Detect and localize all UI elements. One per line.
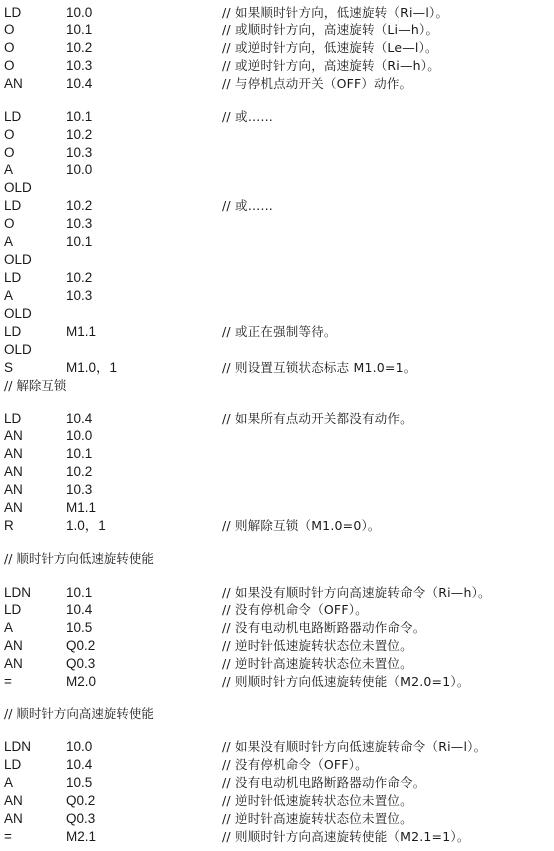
instruction-operand: 1.0，1 xyxy=(66,518,106,533)
code-line xyxy=(0,463,554,481)
code-line xyxy=(0,774,554,792)
instruction-operand: Q0.3 xyxy=(66,656,96,671)
code-line xyxy=(0,828,554,846)
code-line xyxy=(0,251,554,269)
section-heading xyxy=(0,550,554,568)
instruction-op: LD xyxy=(4,5,22,20)
code-line xyxy=(0,359,554,377)
code-line xyxy=(0,584,554,602)
instruction-op: A xyxy=(4,288,14,303)
instruction-op: LDN xyxy=(4,739,32,754)
line-comment: // 则设置互锁状态标志 M1.0=1。 xyxy=(222,360,417,375)
instruction-op: = xyxy=(4,674,12,689)
instruction-op: AN xyxy=(4,428,23,443)
code-line xyxy=(0,481,554,499)
instruction-op: LD xyxy=(4,270,22,285)
instruction-operand: 10.4 xyxy=(66,76,93,91)
instruction-op: LDN xyxy=(4,585,32,600)
code-line xyxy=(0,197,554,215)
instruction-operand: 10.1 xyxy=(66,22,93,37)
line-comment: // 逆时针高速旋转状态位未置位。 xyxy=(222,811,413,826)
instruction-op: O xyxy=(4,216,15,231)
instruction-operand: 10.3 xyxy=(66,145,93,160)
instruction-operand: 10.3 xyxy=(66,288,93,303)
line-comment: // 逆时针低速旋转状态位未置位。 xyxy=(222,793,413,808)
instruction-operand: 10.2 xyxy=(66,198,93,213)
instruction-operand: Q0.3 xyxy=(66,811,96,826)
code-line xyxy=(0,410,554,428)
instruction-operand: M2.1 xyxy=(66,829,97,844)
instruction-op: LD xyxy=(4,602,22,617)
instruction-operand: 10.3 xyxy=(66,58,93,73)
instruction-operand: 10.2 xyxy=(66,40,93,55)
code-line xyxy=(0,21,554,39)
code-line xyxy=(0,655,554,673)
code-line xyxy=(0,619,554,637)
instruction-operand: 10.4 xyxy=(66,757,93,772)
instruction-operand: 10.5 xyxy=(66,620,93,635)
line-comment: // 如果没有顺时针方向低速旋转命令（Ri—l）。 xyxy=(222,739,487,754)
instruction-operand: 10.4 xyxy=(66,602,93,617)
code-line xyxy=(0,179,554,197)
instruction-operand: 10.0 xyxy=(66,428,93,443)
section-heading-text: // 顺时针方向高速旋转使能 xyxy=(4,706,154,721)
section-heading xyxy=(0,705,554,723)
line-comment: // 或…… xyxy=(222,198,274,213)
instruction-op: O xyxy=(4,22,15,37)
instruction-op: O xyxy=(4,58,15,73)
code-line xyxy=(0,341,554,359)
instruction-op: AN xyxy=(4,446,23,461)
instruction-op: OLD xyxy=(4,180,32,195)
instruction-op: O xyxy=(4,40,15,55)
section-heading xyxy=(0,377,554,395)
instruction-op: OLD xyxy=(4,342,32,357)
instruction-op: AN xyxy=(4,656,23,671)
code-line xyxy=(0,517,554,535)
code-line xyxy=(0,810,554,828)
code-line xyxy=(0,75,554,93)
code-line xyxy=(0,427,554,445)
code-line xyxy=(0,4,554,22)
line-comment: // 或逆时针方向，低速旋转（Le—l）。 xyxy=(222,40,438,55)
code-line xyxy=(0,57,554,75)
line-comment: // 如果顺时针方向，低速旋转（Ri—l）。 xyxy=(222,5,449,20)
instruction-op: AN xyxy=(4,793,23,808)
line-comment: // 或逆时针方向，高速旋转（Ri—h）。 xyxy=(222,58,440,73)
instruction-op: A xyxy=(4,234,14,249)
instruction-op: A xyxy=(4,162,14,177)
line-comment: // 如果没有顺时针方向高速旋转命令（Ri—h）。 xyxy=(222,585,491,600)
code-line xyxy=(0,233,554,251)
line-comment: // 则顺时针方向低速旋转使能（M2.0=1）。 xyxy=(222,674,470,689)
instruction-operand: M2.0 xyxy=(66,674,97,689)
instruction-op: LD xyxy=(4,109,22,124)
instruction-op: AN xyxy=(4,76,23,91)
instruction-operand: 10.5 xyxy=(66,775,93,790)
code-line xyxy=(0,499,554,517)
code-line xyxy=(0,756,554,774)
code-line xyxy=(0,126,554,144)
code-line xyxy=(0,108,554,126)
line-comment: // 如果所有点动开关都没有动作。 xyxy=(222,411,413,426)
instruction-operand: 10.4 xyxy=(66,411,93,426)
instruction-op: A xyxy=(4,620,14,635)
instruction-operand: Q0.2 xyxy=(66,793,96,808)
instruction-operand: 10.1 xyxy=(66,109,93,124)
instruction-operand: 10.1 xyxy=(66,585,93,600)
instruction-operand: 10.3 xyxy=(66,482,93,497)
instruction-op: A xyxy=(4,775,14,790)
instruction-op: OLD xyxy=(4,252,32,267)
code-line xyxy=(0,39,554,57)
instruction-operand: 10.1 xyxy=(66,234,93,249)
code-line xyxy=(0,144,554,162)
instruction-op: O xyxy=(4,145,15,160)
instruction-operand: 10.3 xyxy=(66,216,93,231)
instruction-op: O xyxy=(4,127,15,142)
instruction-operand: M1.1 xyxy=(66,324,97,339)
code-line xyxy=(0,601,554,619)
code-line xyxy=(0,673,554,691)
code-line xyxy=(0,637,554,655)
code-line xyxy=(0,323,554,341)
line-comment: // 没有停机命令（OFF）。 xyxy=(222,757,368,772)
instruction-operand: 10.0 xyxy=(66,5,93,20)
instruction-op: AN xyxy=(4,464,23,479)
code-line xyxy=(0,445,554,463)
code-line xyxy=(0,215,554,233)
instruction-operand: M1.0，1 xyxy=(66,360,118,375)
line-comment: // 没有停机命令（OFF）。 xyxy=(222,602,368,617)
instruction-op: OLD xyxy=(4,306,32,321)
instruction-op: LD xyxy=(4,757,22,772)
code-line xyxy=(0,287,554,305)
line-comment: // 或…… xyxy=(222,109,274,124)
instruction-operand: M1.1 xyxy=(66,500,97,515)
line-comment: // 则解除互锁（M1.0=0）。 xyxy=(222,518,381,533)
instruction-op: LD xyxy=(4,411,22,426)
instruction-op: AN xyxy=(4,811,23,826)
instruction-op: AN xyxy=(4,638,23,653)
line-comment: // 逆时针高速旋转状态位未置位。 xyxy=(222,656,413,671)
code-line xyxy=(0,738,554,756)
instruction-operand: Q0.2 xyxy=(66,638,96,653)
instruction-op: LD xyxy=(4,198,22,213)
line-comment: // 逆时针低速旋转状态位未置位。 xyxy=(222,638,413,653)
line-comment: // 没有电动机电路断路器动作命令。 xyxy=(222,775,426,790)
section-heading-text: // 解除互锁 xyxy=(4,378,67,393)
instruction-operand: 10.2 xyxy=(66,464,93,479)
section-heading-text: // 顺时针方向低速旋转使能 xyxy=(4,551,154,566)
instruction-operand: 10.2 xyxy=(66,127,93,142)
code-line xyxy=(0,269,554,287)
code-line xyxy=(0,792,554,810)
instruction-op: S xyxy=(4,360,14,375)
instruction-operand: 10.0 xyxy=(66,739,93,754)
instruction-op: AN xyxy=(4,482,23,497)
instruction-operand: 10.1 xyxy=(66,446,93,461)
instruction-operand: 10.0 xyxy=(66,162,93,177)
line-comment: // 则顺时针方向高速旋转使能（M2.1=1）。 xyxy=(222,829,470,844)
line-comment: // 或顺时针方向，高速旋转（Li—h）。 xyxy=(222,22,439,37)
instruction-op: = xyxy=(4,829,12,844)
instruction-op: AN xyxy=(4,500,23,515)
line-comment: // 没有电动机电路断路器动作命令。 xyxy=(222,620,426,635)
code-line xyxy=(0,305,554,323)
line-comment: // 与停机点动开关（OFF）动作。 xyxy=(222,76,413,91)
code-line xyxy=(0,161,554,179)
instruction-op: LD xyxy=(4,324,22,339)
line-comment: // 或正在强制等待。 xyxy=(222,324,337,339)
instruction-operand: 10.2 xyxy=(66,270,93,285)
instruction-op: R xyxy=(4,518,14,533)
